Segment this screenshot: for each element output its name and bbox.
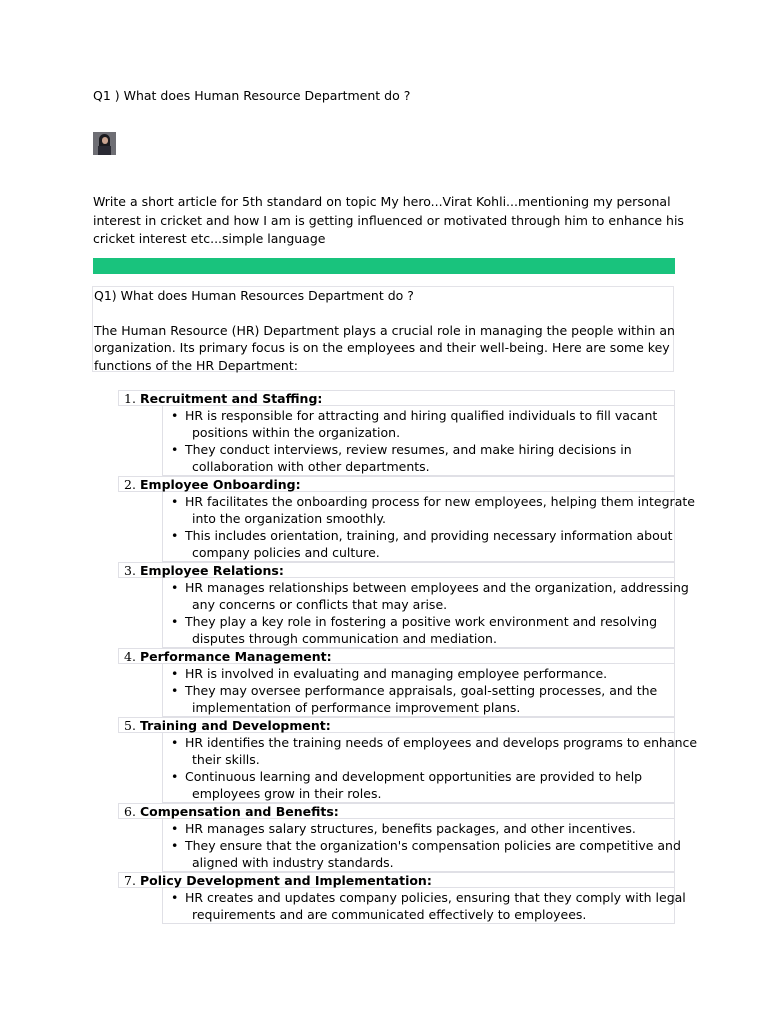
- function-title: Recruitment and Staffing:: [140, 391, 323, 406]
- intro-line: The Human Resource (HR) Department plays a crucial role in managing the people within an: [94, 322, 675, 338]
- function-number: 7.: [124, 873, 136, 888]
- bullet-item: [163, 441, 674, 475]
- bullet-text-line: employees grow in their roles.: [192, 786, 382, 801]
- bullet-text-line: HR identifies the training needs of employees and develops programs to enhance: [185, 735, 698, 750]
- function-title: Employee Relations:: [140, 563, 284, 578]
- bullet-item: [163, 665, 674, 682]
- bullet-dot-icon: •: [171, 614, 179, 629]
- bullet-text-line: HR creates and updates company policies, ensuring that they comply with legal: [185, 890, 686, 905]
- bullet-item: [163, 837, 681, 871]
- intro-line: functions of the HR Department:: [94, 357, 298, 373]
- bullet-dot-icon: •: [171, 580, 179, 595]
- bullet-text-line: company policies and culture.: [192, 545, 380, 560]
- bullet-text-line: into the organization smoothly.: [192, 511, 386, 526]
- function-bullet-list: [162, 888, 686, 924]
- bullet-text-line: HR is responsible for attracting and hiring qualified individuals to fill vacant: [185, 408, 658, 423]
- bullet-dot-icon: •: [171, 683, 179, 698]
- bullet-item: [163, 734, 698, 768]
- bullet-text-line: any concerns or conflicts that may arise.: [192, 597, 448, 612]
- bullet-item: [163, 889, 686, 923]
- function-title: Employee Onboarding:: [140, 477, 301, 492]
- bullet-item: [163, 768, 674, 802]
- bullet-text-line: requirements and are communicated effectively to employees.: [192, 907, 587, 922]
- bullet-dot-icon: •: [171, 838, 179, 853]
- function-item-heading: [118, 872, 675, 888]
- function-item-heading: [118, 648, 675, 664]
- bullet-dot-icon: •: [171, 890, 179, 905]
- intro-line: organization. Its primary focus is on the employees and their well-being. Here are some key: [94, 340, 670, 355]
- bullet-dot-icon: •: [171, 735, 179, 750]
- function-bullet-list: [162, 578, 689, 648]
- bullet-text-line: HR manages relationships between employees and the organization, addressing: [185, 580, 689, 595]
- function-bullet-list: [162, 664, 675, 717]
- bullet-dot-icon: •: [171, 666, 179, 681]
- bullet-item: [163, 407, 674, 441]
- bullet-item: [163, 613, 674, 647]
- bullet-text-line: collaboration with other departments.: [192, 459, 430, 474]
- bullet-text-line: implementation of performance improvement plans.: [192, 700, 521, 715]
- bullet-text-line: HR manages salary structures, benefits packages, and other incentives.: [185, 821, 636, 836]
- prompt-line: Write a short article for 5th standard on topic My hero...Virat Kohli...mentioning my personal: [93, 194, 671, 209]
- function-item-heading: [118, 803, 675, 819]
- function-item-heading: [118, 476, 675, 492]
- response-accent-bar: [93, 258, 675, 274]
- bullet-text-line: HR is involved in evaluating and managing employee performance.: [185, 666, 608, 681]
- function-title: Compensation and Benefits:: [140, 804, 339, 819]
- bullet-text-line: They conduct interviews, review resumes, and make hiring decisions in: [185, 442, 632, 457]
- function-item-heading: [118, 717, 675, 733]
- bullet-text-line: They play a key role in fostering a positive work environment and resolving: [185, 614, 658, 629]
- function-bullet-list: [162, 733, 698, 803]
- function-bullet-list: [162, 406, 675, 476]
- bullet-dot-icon: •: [171, 408, 179, 423]
- bullet-text-line: their skills.: [192, 752, 260, 767]
- user-prompt: [93, 193, 683, 249]
- function-bullet-list: [162, 819, 681, 872]
- bullet-dot-icon: •: [171, 494, 179, 509]
- bullet-dot-icon: •: [171, 442, 179, 457]
- bullet-dot-icon: •: [171, 528, 179, 543]
- answer-question: Q1) What does Human Resources Department do ?: [94, 288, 414, 303]
- bullet-dot-icon: •: [171, 769, 179, 784]
- question-heading: Q1 ) What does Human Resource Department do ?: [93, 88, 411, 103]
- hr-functions-list: [118, 390, 698, 924]
- bullet-text-line: HR facilitates the onboarding process for new employees, helping them integrate: [185, 494, 695, 509]
- avatar-body-shape: [98, 146, 111, 155]
- function-title: Training and Development:: [140, 718, 331, 733]
- bullet-text-line: They ensure that the organization's compensation policies are competitive and: [185, 838, 681, 853]
- bullet-text-line: This includes orientation, training, and providing necessary information about: [185, 528, 673, 543]
- prompt-line: cricket interest etc...simple language: [93, 231, 326, 246]
- function-bullet-list: [162, 492, 695, 562]
- function-number: 6.: [124, 804, 136, 819]
- bullet-item: [163, 682, 674, 716]
- function-title: Performance Management:: [140, 649, 332, 664]
- user-avatar: [93, 132, 116, 155]
- function-number: 5.: [124, 718, 136, 733]
- function-title: Policy Development and Implementation:: [140, 873, 432, 888]
- bullet-item: [163, 820, 674, 837]
- bullet-text-line: Continuous learning and development opportunities are provided to help: [185, 769, 643, 784]
- function-number: 1.: [124, 391, 136, 406]
- function-number: 3.: [124, 563, 136, 578]
- bullet-text-line: They may oversee performance appraisals, goal-setting processes, and the: [185, 683, 658, 698]
- function-item-heading: [118, 390, 675, 406]
- function-number: 4.: [124, 649, 136, 664]
- bullet-text-line: positions within the organization.: [192, 425, 401, 440]
- bullet-item: [163, 579, 689, 613]
- function-item-heading: [118, 562, 675, 578]
- bullet-item: [163, 527, 674, 561]
- bullet-item: [163, 493, 695, 527]
- answer-intro-box: [92, 286, 674, 372]
- avatar-face-shape: [102, 137, 108, 144]
- prompt-line: interest in cricket and how I am is getting influenced or motivated through him to enhance his: [93, 212, 684, 228]
- bullet-text-line: aligned with industry standards.: [192, 855, 394, 870]
- bullet-text-line: disputes through communication and mediation.: [192, 631, 497, 646]
- bullet-dot-icon: •: [171, 821, 179, 836]
- function-number: 2.: [124, 477, 136, 492]
